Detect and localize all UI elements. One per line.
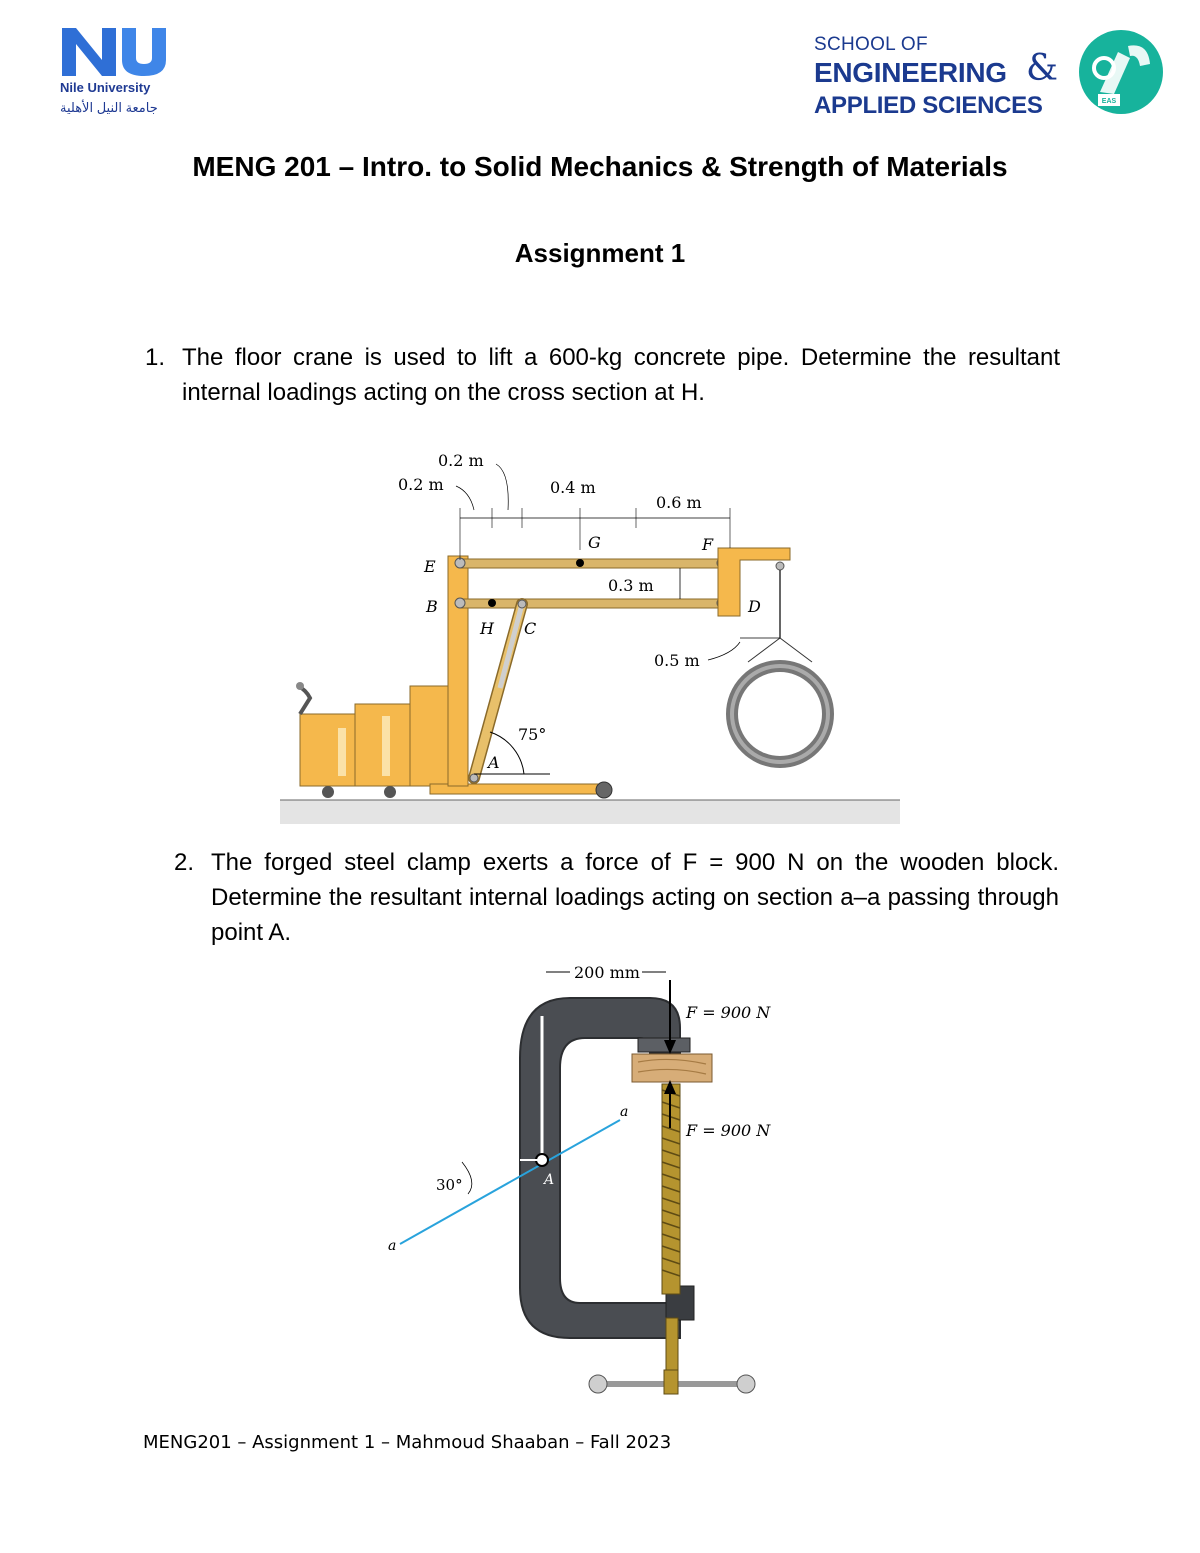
label-H: H <box>480 619 494 638</box>
c-clamp-figure <box>380 958 800 1403</box>
angle-75-label: 75° <box>518 725 547 744</box>
course-title: MENG 201 – Intro. to Solid Mechanics & Strength of Materials <box>192 151 1008 182</box>
dim-0.6m: 0.6 m <box>656 493 702 512</box>
label-G: G <box>588 533 601 552</box>
badge-text: EAS <box>1101 98 1117 105</box>
nile-university-logo <box>58 26 178 126</box>
school-line-1: SCHOOL OF <box>814 34 928 55</box>
eas-badge-icon <box>1078 22 1164 122</box>
label-A: A <box>488 753 500 772</box>
label-A: A <box>544 1172 555 1188</box>
section-a-a-line <box>400 1120 620 1244</box>
dim-0.2m-lower: 0.2 m <box>398 475 444 494</box>
school-line-2: ENGINEERING <box>814 57 1007 88</box>
upper-boom <box>456 559 726 568</box>
label-C: C <box>524 619 537 638</box>
nu-logo-mark-icon <box>58 26 178 78</box>
force-mid-label: F = 900 N <box>686 1121 771 1140</box>
school-ampersand: & <box>1026 48 1059 89</box>
wooden-block-icon <box>632 1054 712 1082</box>
label-E: E <box>424 557 436 576</box>
lower-boom <box>456 599 726 608</box>
school-line-3: APPLIED SCIENCES <box>814 92 1043 119</box>
question-number: 1. <box>145 344 166 371</box>
question-text: The floor crane is used to lift a 600-kg concrete pipe. Determine the resultant internal loadings acting on the cross section at H. <box>182 344 1060 406</box>
dim-0.3m: 0.3 m <box>608 576 654 595</box>
crane-mast <box>448 556 468 786</box>
question-2 <box>174 845 1059 950</box>
ground <box>280 800 900 824</box>
point-H <box>488 599 496 607</box>
university-arabic-name: جامعة النيل الأهلية <box>60 100 158 115</box>
assignment-title: Assignment 1 <box>514 238 686 268</box>
school-logo <box>812 30 1162 130</box>
page-footer: MENG201 – Assignment 1 – Mahmoud Shaaban – Fall 2023 <box>143 1432 672 1453</box>
dim-0.4m: 0.4 m <box>550 478 596 497</box>
label-D: D <box>748 597 761 616</box>
dim-0.2m-upper: 0.2 m <box>438 451 484 470</box>
force-top-label: F = 900 N <box>686 1003 771 1022</box>
angle-30-label: 30° <box>436 1176 463 1194</box>
question-number: 2. <box>174 849 195 876</box>
label-F: F <box>702 535 714 554</box>
label-a-top: a <box>620 1104 629 1120</box>
label-B: B <box>426 597 438 616</box>
dim-200mm: 200 mm <box>574 963 640 982</box>
dim-0.5m: 0.5 m <box>654 651 700 670</box>
university-name: Nile University <box>60 80 151 95</box>
question-text: The forged steel clamp exerts a force of F = 900 N on the wooden block. Determine the resultant internal loadings acting on section a–a passing through point A. <box>211 849 1059 946</box>
point-G <box>576 559 584 567</box>
floor-crane-figure <box>270 448 910 828</box>
question-1 <box>145 340 1060 410</box>
label-a-bottom: a <box>388 1238 397 1254</box>
